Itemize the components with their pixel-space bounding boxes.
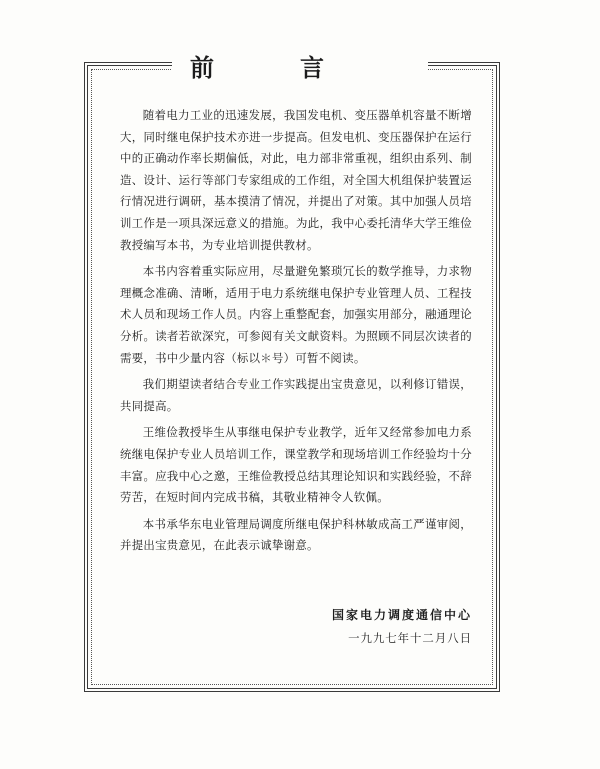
- page-title: 前言: [172, 48, 428, 83]
- signature-organization: 国家电力调度通信中心: [331, 608, 472, 622]
- paragraph: 本书承华东电业管理局调度所继电保护科林敏成高工严谨审阅，并提出宝贵意见，在此表示诚挚谢意。: [120, 516, 472, 553]
- title-area: [0, 48, 600, 83]
- paragraph: 王维俭教授毕生从事继电保护专业教学，近年又经常参加电力系统继电保护专业人员培训工作，课堂教学和现场培训工作经验均十分丰富。应我中心之邀，王维俭教授总结其理论知识和实践经验，不辞劳苦，在短时间内完成书稿，其敬业精神令人钦佩。: [120, 425, 472, 505]
- paragraph: 本书内容着重实际应用，尽量避免繁琐冗长的数学推导，力求物理概念准确、清晰，适用于电力系统继电保护专业管理人员、工程技术人员和现场工作人员。内容上重整配套，加强实用部分，融通理论分析。读者若欲深究，可参阅有关文献资料。为照顾不同层次读者的需要，书中少量内容（标以＊号）可暂不阅读。: [120, 264, 472, 365]
- signature-date: 一九九七年十二月八日: [348, 631, 472, 645]
- paragraph: 我们期望读者结合专业工作实践提出宝贵意见，以利修订错误，共同提高。: [120, 377, 472, 413]
- preface-body: [120, 105, 472, 562]
- paragraph: 随着电力工业的迅速发展，我国发电机、变压器单机容量不断增大，同时继电保护技术亦进一步提高。但发电机、变压器保护在运行中的正确动作率长期偏低，对此，电力部非常重视，组织由系列、制造、设计、运行等部门专家组成的工作组，对全国大机组保护装置运行情况进行调研，基本摸清了情况，并提出了对策。其中加强人员培训工作是一项具深远意义的措施。为此，我中心委托清华大学王维俭教授编写本书，为专业培训提供教材。: [120, 108, 472, 252]
